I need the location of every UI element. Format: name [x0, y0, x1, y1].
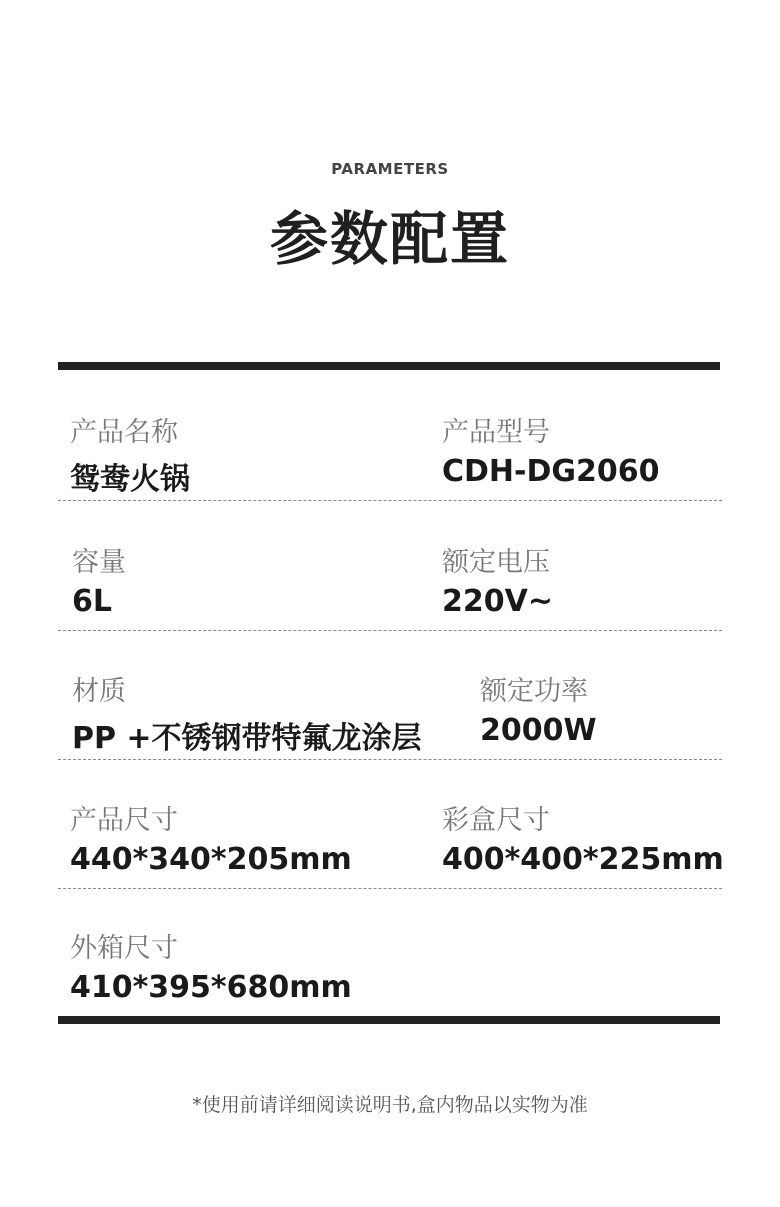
spec-value: 440*340*205mm	[70, 842, 352, 877]
spec-label: 产品型号	[442, 417, 550, 448]
bottom-divider	[58, 1016, 720, 1024]
spec-label: 材质	[72, 676, 126, 707]
spec-row	[58, 370, 722, 501]
spec-label: 额定电压	[442, 547, 550, 578]
spec-row	[58, 886, 722, 1016]
spec-value: 2000W	[480, 713, 597, 748]
spec-value: 410*395*680mm	[70, 970, 352, 1005]
spec-value: 220V~	[442, 584, 553, 619]
spec-label: 额定功率	[480, 676, 588, 707]
spec-row	[58, 758, 722, 889]
footnote: *使用前请详细阅读说明书,盒内物品以实物为准	[192, 1094, 588, 1116]
spec-value: CDH-DG2060	[442, 454, 660, 489]
spec-label: 产品名称	[70, 417, 178, 448]
spec-value: PP +不锈钢带特氟龙涂层	[72, 721, 422, 756]
spec-label: 容量	[72, 547, 126, 578]
spec-label: 产品尺寸	[70, 805, 178, 836]
spec-label: 外箱尺寸	[70, 933, 178, 964]
spec-value: 400*400*225mm	[442, 842, 724, 877]
spec-label: 彩盒尺寸	[442, 805, 550, 836]
top-divider	[58, 362, 720, 370]
spec-row	[58, 629, 722, 760]
page-subtitle: PARAMETERS	[331, 160, 449, 178]
spec-value: 6L	[72, 584, 112, 619]
spec-value: 鸳鸯火锅	[70, 462, 190, 497]
spec-row	[58, 500, 722, 631]
page-title: 参数配置	[269, 205, 510, 273]
